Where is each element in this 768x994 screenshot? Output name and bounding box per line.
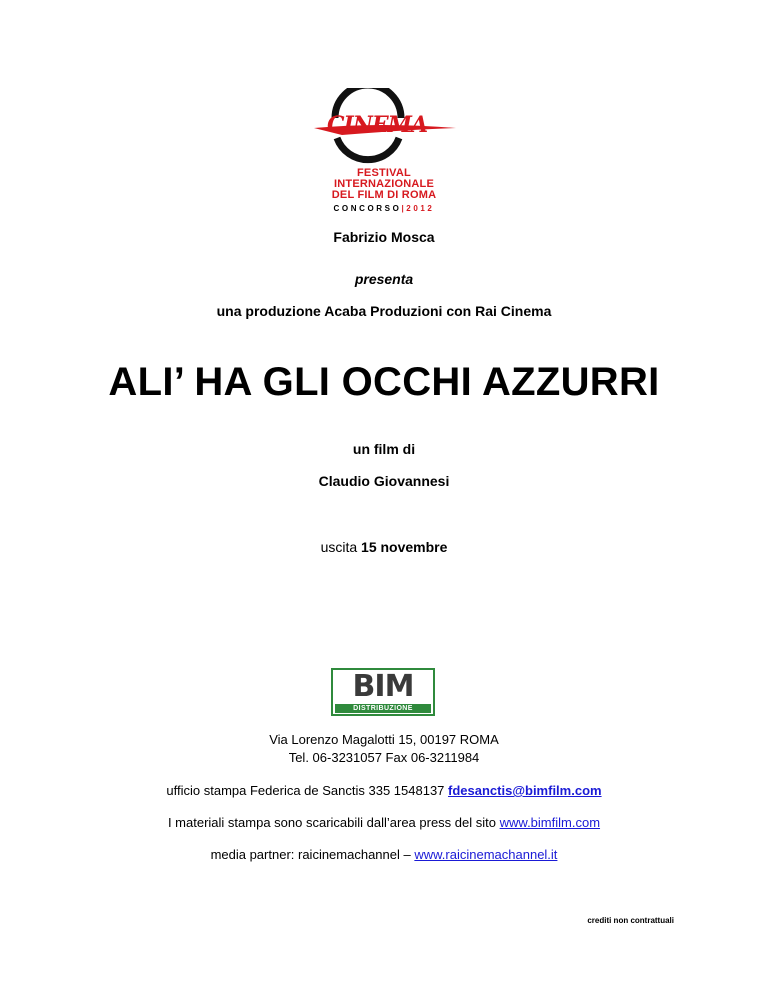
bim-letters: BIM (352, 669, 414, 704)
bim-caption: DISTRIBUZIONE (335, 704, 431, 713)
materials-line (0, 815, 768, 830)
materials-text: I materiali stampa sono scaricabili dall’area press del sito (167, 815, 496, 830)
festival-line-1: FESTIVAL (357, 167, 411, 179)
release-date: 15 novembre (361, 539, 448, 555)
press-office-text: ufficio stampa Federica de Sanctis 335 1548137 (166, 783, 445, 798)
release-prefix: uscita (320, 539, 358, 555)
festival-logo (312, 88, 456, 214)
festival-line-3: DEL FILM DI ROMA (331, 189, 437, 201)
concorso-label: CONCORSO (333, 204, 402, 213)
release-line (0, 539, 768, 555)
festival-wordmark: CINEMA (326, 112, 428, 138)
press-email-link[interactable]: fdesanctis@bimfilm.com (448, 783, 602, 798)
presenter-name: Fabrizio Mosca (333, 229, 435, 245)
address-block (0, 731, 768, 767)
presenta-label: presenta (354, 271, 414, 287)
credits-note: crediti non contrattuali (587, 916, 674, 925)
media-partner-text: media partner: raicinemachannel – (210, 847, 411, 862)
concorso-year: 2012 (406, 204, 435, 213)
festival-line-2: INTERNAZIONALE (334, 178, 434, 190)
address-phones: Tel. 06-3231057 Fax 06-3211984 (288, 750, 480, 765)
media-partner-line (0, 847, 768, 862)
film-title: ALI’ HA GLI OCCHI AZZURRI (108, 360, 660, 404)
press-office-line (0, 783, 768, 798)
by-line: un film di (352, 441, 416, 457)
director-name: Claudio Giovannesi (318, 473, 450, 489)
address-street: Via Lorenzo Magalotti 15, 00197 ROMA (269, 732, 499, 747)
production-line: una produzione Acaba Produzioni con Rai Cinema (216, 303, 552, 319)
festival-concorso: CONCORSO|2012 (333, 204, 435, 213)
bimfilm-website-link[interactable]: www.bimfilm.com (499, 815, 601, 830)
bim-distribuzione-logo (331, 668, 435, 716)
raicinemachannel-link[interactable]: www.raicinemachannel.it (414, 847, 558, 862)
